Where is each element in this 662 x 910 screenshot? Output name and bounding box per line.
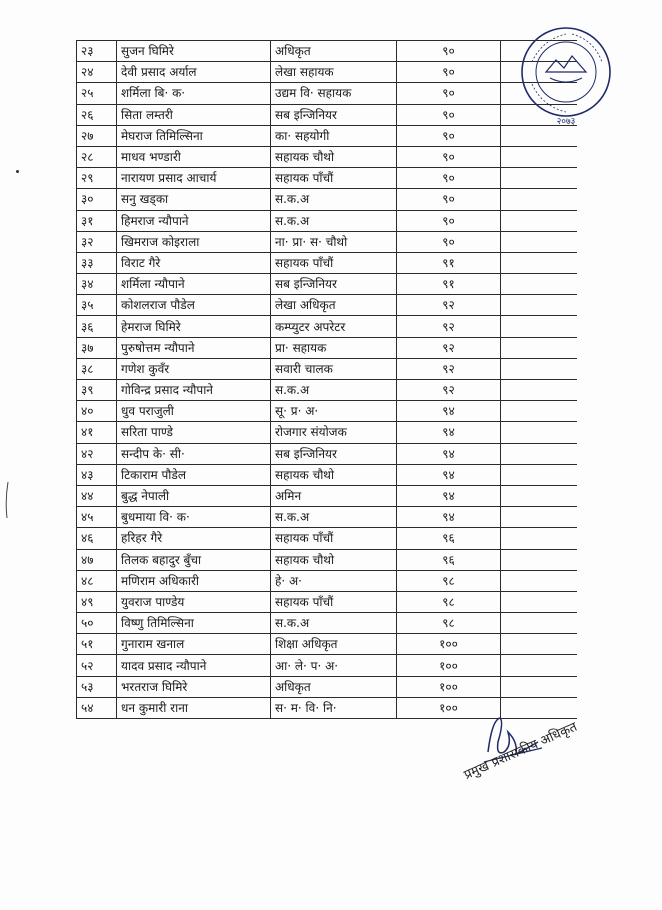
serial-number-cell: ३९ (77, 380, 117, 401)
score-cell: ९० (397, 62, 501, 83)
post-cell: लेखा सहायक (271, 62, 397, 83)
score-cell: ९० (397, 83, 501, 104)
serial-number-cell: ४० (77, 401, 117, 422)
serial-number-cell: ३६ (77, 316, 117, 337)
table-row (77, 464, 577, 485)
score-cell: १०० (397, 697, 501, 718)
score-cell: ९८ (397, 613, 501, 634)
table-row (77, 676, 577, 697)
score-cell: १०० (397, 676, 501, 697)
post-cell: स.क.अ (271, 189, 397, 210)
empty-cell (501, 485, 577, 506)
name-cell: युवराज पाण्डेय (117, 591, 271, 612)
name-cell: बुधमाया वि· क· (117, 507, 271, 528)
name-cell: मेघराज तिमिल्सिना (117, 125, 271, 146)
table-row (77, 62, 577, 83)
empty-cell (501, 189, 577, 210)
table-row (77, 337, 577, 358)
serial-number-cell: २७ (77, 125, 117, 146)
name-cell: यादव प्रसाद न्यौपाने (117, 655, 271, 676)
table-row (77, 380, 577, 401)
name-cell: माधव भण्डारी (117, 146, 271, 167)
post-cell: सब इन्जिनियर (271, 274, 397, 295)
score-cell: ९० (397, 104, 501, 125)
empty-cell (501, 613, 577, 634)
empty-cell (501, 146, 577, 167)
serial-number-cell: २३ (77, 41, 117, 62)
table-row (77, 168, 577, 189)
post-cell: प्रा· सहायक (271, 337, 397, 358)
table-row (77, 507, 577, 528)
signatory-title: प्रमुख प्रशासकीय अधिकृत (461, 719, 580, 783)
score-cell: ९० (397, 231, 501, 252)
score-cell: ९० (397, 125, 501, 146)
name-cell: भरतराज घिमिरे (117, 676, 271, 697)
office-seal-stamp (512, 22, 620, 130)
table-row (77, 422, 577, 443)
empty-cell (501, 591, 577, 612)
serial-number-cell: ३४ (77, 274, 117, 295)
serial-number-cell: ३३ (77, 252, 117, 273)
empty-cell (501, 316, 577, 337)
serial-number-cell: ५२ (77, 655, 117, 676)
post-cell: कम्प्युटर अपरेटर (271, 316, 397, 337)
name-cell: विष्णु तिमिल्सिना (117, 613, 271, 634)
name-cell: टिकाराम पौडेल (117, 464, 271, 485)
margin-pen-mark (2, 480, 12, 520)
name-cell: सन्दीप के· सी· (117, 443, 271, 464)
score-cell: ९४ (397, 507, 501, 528)
name-cell: शर्मिला बि· क· (117, 83, 271, 104)
score-cell: ९६ (397, 528, 501, 549)
score-cell: १०० (397, 655, 501, 676)
table-row (77, 146, 577, 167)
table-row (77, 613, 577, 634)
post-cell: सहायक पाँचौं (271, 528, 397, 549)
empty-cell (501, 231, 577, 252)
table-row (77, 295, 577, 316)
name-cell: देवी प्रसाद अर्याल (117, 62, 271, 83)
post-cell: सू· प्र· अ· (271, 401, 397, 422)
score-cell: १०० (397, 634, 501, 655)
serial-number-cell: ४७ (77, 549, 117, 570)
table-row (77, 252, 577, 273)
table-row (77, 316, 577, 337)
empty-cell (501, 422, 577, 443)
empty-cell (501, 168, 577, 189)
table-row (77, 125, 577, 146)
serial-number-cell: ४४ (77, 485, 117, 506)
score-cell: ९४ (397, 443, 501, 464)
empty-cell (501, 655, 577, 676)
name-cell: कोशलराज पौडेल (117, 295, 271, 316)
empty-cell (501, 295, 577, 316)
empty-cell (501, 358, 577, 379)
serial-number-cell: २६ (77, 104, 117, 125)
table-row (77, 591, 577, 612)
post-cell: अधिकृत (271, 41, 397, 62)
post-cell: शिक्षा अधिकृत (271, 634, 397, 655)
serial-number-cell: २८ (77, 146, 117, 167)
empty-cell (501, 337, 577, 358)
serial-number-cell: ३१ (77, 210, 117, 231)
name-cell: धुव पराजुली (117, 401, 271, 422)
table-row (77, 485, 577, 506)
score-cell: ९१ (397, 274, 501, 295)
serial-number-cell: ३५ (77, 295, 117, 316)
table-row (77, 528, 577, 549)
empty-cell (501, 210, 577, 231)
serial-number-cell: ५० (77, 613, 117, 634)
name-cell: सुजन घिमिरे (117, 41, 271, 62)
table-row (77, 189, 577, 210)
table-row (77, 41, 577, 62)
table-row (77, 210, 577, 231)
post-cell: स.क.अ (271, 507, 397, 528)
empty-cell (501, 401, 577, 422)
post-cell: स.क.अ (271, 380, 397, 401)
serial-number-cell: ५१ (77, 634, 117, 655)
post-cell: स· म· वि· नि· (271, 697, 397, 718)
post-cell: सहायक चौथो (271, 146, 397, 167)
table-row (77, 358, 577, 379)
name-cell: तिलक बहादुर बुँचा (117, 549, 271, 570)
serial-number-cell: ४१ (77, 422, 117, 443)
table-row (77, 274, 577, 295)
empty-cell (501, 443, 577, 464)
post-cell: सहायक पाँचौं (271, 168, 397, 189)
name-cell: सरिता पाण्डे (117, 422, 271, 443)
serial-number-cell: ४६ (77, 528, 117, 549)
score-cell: ९२ (397, 316, 501, 337)
serial-number-cell: ३२ (77, 231, 117, 252)
serial-number-cell: २९ (77, 168, 117, 189)
serial-number-cell: ३८ (77, 358, 117, 379)
name-cell: धन कुमारी राना (117, 697, 271, 718)
post-cell: उद्यम वि· सहायक (271, 83, 397, 104)
serial-number-cell: ४३ (77, 464, 117, 485)
table-row (77, 401, 577, 422)
empty-cell (501, 634, 577, 655)
table-row (77, 655, 577, 676)
name-cell: हिमराज न्यौपाने (117, 210, 271, 231)
score-table (76, 40, 577, 719)
empty-cell (501, 570, 577, 591)
name-cell: मणिराम अधिकारी (117, 570, 271, 591)
score-cell: ९० (397, 41, 501, 62)
empty-cell (501, 252, 577, 273)
score-cell: ९२ (397, 295, 501, 316)
score-cell: ९८ (397, 591, 501, 612)
post-cell: सहायक पाँचौं (271, 252, 397, 273)
name-cell: शर्मिला न्यौपाने (117, 274, 271, 295)
name-cell: गणेश कुवँर (117, 358, 271, 379)
name-cell: सिता लम्तरी (117, 104, 271, 125)
name-cell: पुरुषोत्तम न्यौपाने (117, 337, 271, 358)
score-cell: ९४ (397, 464, 501, 485)
score-cell: ९० (397, 189, 501, 210)
post-cell: सहायक पाँचौं (271, 591, 397, 612)
score-table-body (77, 41, 577, 719)
serial-number-cell: ४८ (77, 570, 117, 591)
post-cell: रोजगार संयोजक (271, 422, 397, 443)
post-cell: सहायक चौथो (271, 549, 397, 570)
name-cell: खिमराज कोइराला (117, 231, 271, 252)
empty-cell (501, 464, 577, 485)
empty-cell (501, 549, 577, 570)
serial-number-cell: ५३ (77, 676, 117, 697)
post-cell: हे· अ· (271, 570, 397, 591)
serial-number-cell: ३० (77, 189, 117, 210)
post-cell: लेखा अधिकृत (271, 295, 397, 316)
empty-cell (501, 676, 577, 697)
serial-number-cell: ३७ (77, 337, 117, 358)
name-cell: बुद्ध नेपाली (117, 485, 271, 506)
post-cell: का· सहयोगी (271, 125, 397, 146)
post-cell: सब इन्जिनियर (271, 443, 397, 464)
name-cell: सनु खड्का (117, 189, 271, 210)
seal-year: २०७३ (556, 117, 576, 127)
name-cell: गुनाराम खनाल (117, 634, 271, 655)
post-cell: अमिन (271, 485, 397, 506)
serial-number-cell: २४ (77, 62, 117, 83)
table-row (77, 549, 577, 570)
score-cell: ९२ (397, 380, 501, 401)
table-row (77, 231, 577, 252)
serial-number-cell: २५ (77, 83, 117, 104)
name-cell: गोविन्द्र प्रसाद न्यौपाने (117, 380, 271, 401)
empty-cell (501, 528, 577, 549)
name-cell: हरिहर गैरे (117, 528, 271, 549)
score-cell: ९४ (397, 401, 501, 422)
table-row (77, 570, 577, 591)
post-cell: स.क.अ (271, 210, 397, 231)
table-row (77, 104, 577, 125)
empty-cell (501, 380, 577, 401)
score-cell: ९२ (397, 358, 501, 379)
serial-number-cell: ४५ (77, 507, 117, 528)
post-cell: सहायक चौथो (271, 464, 397, 485)
empty-cell (501, 507, 577, 528)
score-cell: ९६ (397, 549, 501, 570)
post-cell: स.क.अ (271, 613, 397, 634)
post-cell: अधिकृत (271, 676, 397, 697)
score-cell: ९४ (397, 422, 501, 443)
serial-number-cell: ५४ (77, 697, 117, 718)
score-cell: ९८ (397, 570, 501, 591)
score-cell: ९० (397, 168, 501, 189)
post-cell: ना· प्रा· स· चौथो (271, 231, 397, 252)
name-cell: हेमराज घिमिरे (117, 316, 271, 337)
score-cell: ९४ (397, 485, 501, 506)
score-cell: ९१ (397, 252, 501, 273)
score-cell: ९० (397, 146, 501, 167)
score-cell: ९२ (397, 337, 501, 358)
table-row (77, 83, 577, 104)
table-row (77, 443, 577, 464)
post-cell: सब इन्जिनियर (271, 104, 397, 125)
empty-cell (501, 274, 577, 295)
serial-number-cell: ४९ (77, 591, 117, 612)
serial-number-cell: ४२ (77, 443, 117, 464)
score-cell: ९० (397, 210, 501, 231)
ink-dot (16, 170, 19, 173)
name-cell: विराट गैरे (117, 252, 271, 273)
post-cell: सवारी चालक (271, 358, 397, 379)
post-cell: आ· ले· प· अ· (271, 655, 397, 676)
name-cell: नारायण प्रसाद आचार्य (117, 168, 271, 189)
table-row (77, 634, 577, 655)
